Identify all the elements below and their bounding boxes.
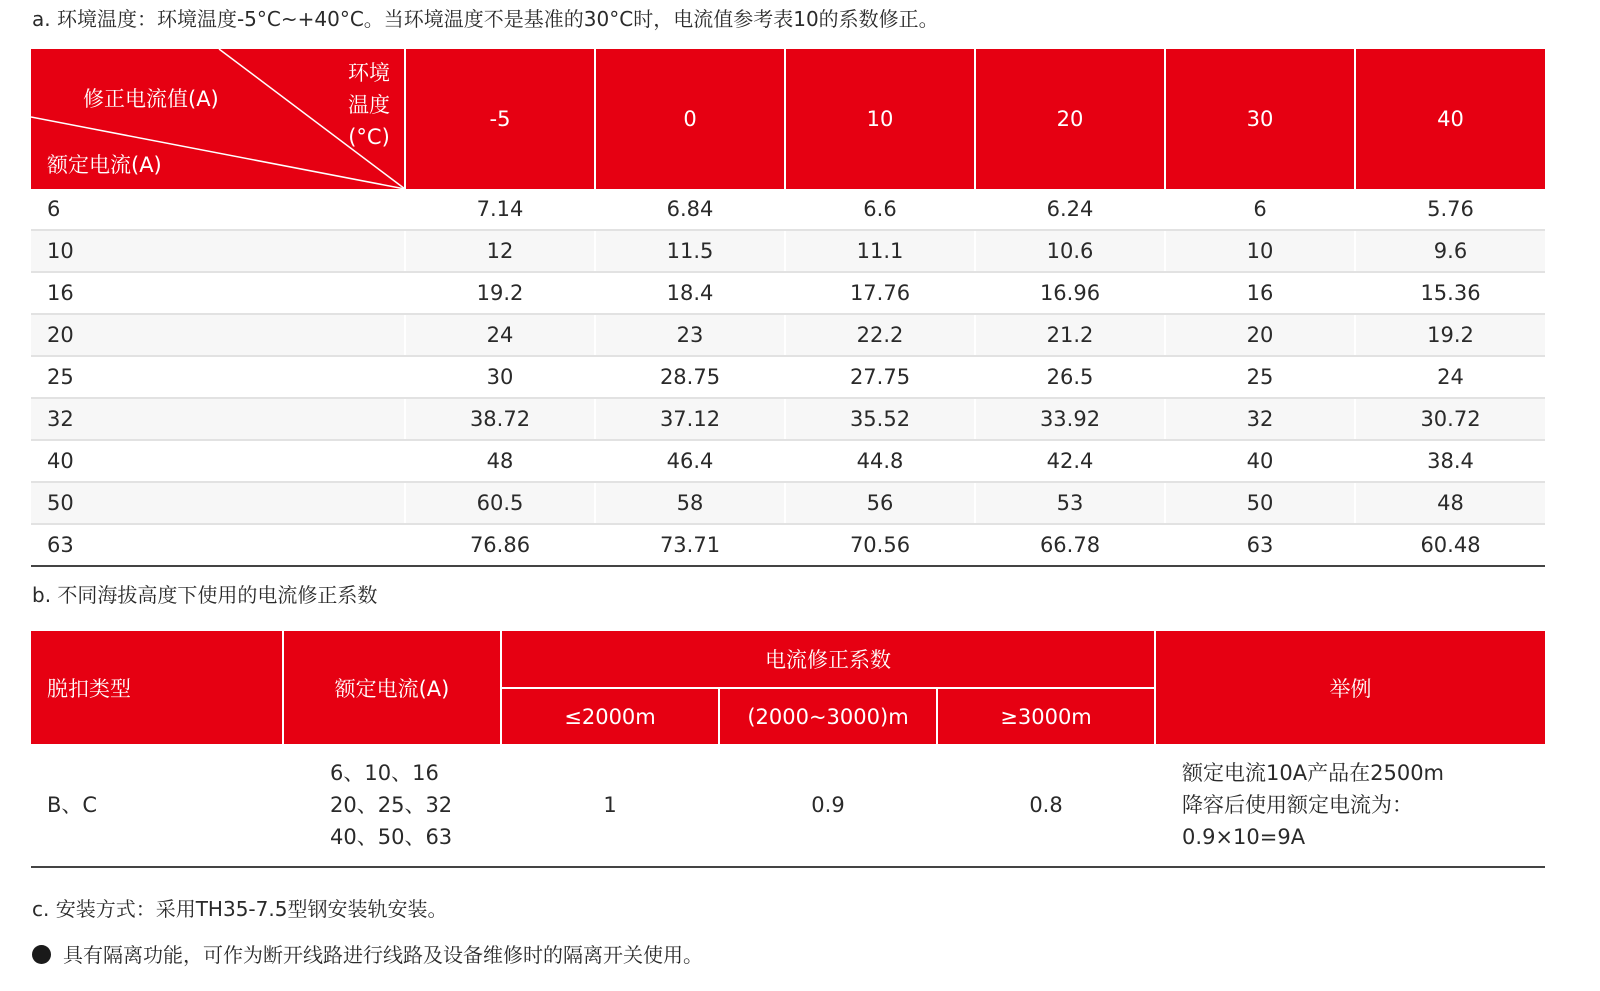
- corrected-value-cell: 10: [1165, 230, 1355, 272]
- corrected-value-cell: 26.5: [975, 356, 1165, 398]
- rated-current-label: 额定电流(A): [47, 153, 162, 177]
- isolation-note: [32, 942, 703, 968]
- corrected-value-cell: 37.12: [595, 398, 785, 440]
- corrected-value-cell: 15.36: [1355, 272, 1545, 314]
- trip-type-cell: B、C: [31, 744, 283, 867]
- table-row: [31, 398, 1545, 440]
- corrected-value-cell: 63: [1165, 524, 1355, 566]
- corrected-value-cell: 40: [1165, 440, 1355, 482]
- corrected-value-cell: 7.14: [405, 189, 595, 230]
- isolation-note-text: 具有隔离功能，可作为断开线路进行线路及设备维修时的隔离开关使用。: [63, 943, 703, 967]
- corrected-value-cell: 21.2: [975, 314, 1165, 356]
- coefficient-cell: 0.9: [719, 744, 937, 867]
- rated-current-cell: 50: [31, 482, 405, 524]
- rated-current-cell: 40: [31, 440, 405, 482]
- corrected-value-cell: 6.6: [785, 189, 975, 230]
- corrected-value-cell: 33.92: [975, 398, 1165, 440]
- altitude-header: ≥3000m: [937, 688, 1155, 744]
- corrected-value-cell: 70.56: [785, 524, 975, 566]
- corrected-value-cell: 32: [1165, 398, 1355, 440]
- trip-type-header: 脱扣类型: [31, 631, 283, 744]
- caption-altitude-correction: b. 不同海拔高度下使用的电流修正系数: [32, 583, 378, 607]
- corrected-value-cell: 9.6: [1355, 230, 1545, 272]
- temp-header: 0: [595, 49, 785, 189]
- example-header: 举例: [1155, 631, 1545, 744]
- corrected-value-cell: 10.6: [975, 230, 1165, 272]
- corrected-value-cell: 19.2: [405, 272, 595, 314]
- rated-current-cell: 25: [31, 356, 405, 398]
- rated-current-cell: 20: [31, 314, 405, 356]
- coefficient-header: 电流修正系数: [501, 631, 1155, 688]
- corrected-value-cell: 6.84: [595, 189, 785, 230]
- corrected-value-cell: 5.76: [1355, 189, 1545, 230]
- corrected-value-cell: 18.4: [595, 272, 785, 314]
- corrected-value-cell: 35.52: [785, 398, 975, 440]
- corrected-value-cell: 46.4: [595, 440, 785, 482]
- diagonal-corner-header: [31, 49, 405, 189]
- corrected-value-cell: 76.86: [405, 524, 595, 566]
- corrected-value-cell: 6: [1165, 189, 1355, 230]
- rated-current-list: 6、10、16 20、25、32 40、50、63: [283, 744, 501, 867]
- corrected-value-cell: 66.78: [975, 524, 1165, 566]
- rated-current-cell: 10: [31, 230, 405, 272]
- table-row: [31, 230, 1545, 272]
- table-b-header-row: [31, 631, 1545, 688]
- rated-current-cell: 63: [31, 524, 405, 566]
- caption-installation-method: c. 安装方式：采用TH35-7.5型钢安装轨安装。: [32, 897, 448, 921]
- temp-header: 40: [1355, 49, 1545, 189]
- corrected-value-cell: 48: [405, 440, 595, 482]
- altitude-header: ≤2000m: [501, 688, 719, 744]
- corrected-value-cell: 19.2: [1355, 314, 1545, 356]
- table-row: [31, 524, 1545, 566]
- corrected-value-cell: 30.72: [1355, 398, 1545, 440]
- corrected-value-cell: 12: [405, 230, 595, 272]
- corrected-value-cell: 28.75: [595, 356, 785, 398]
- table-row: [31, 482, 1545, 524]
- corrected-value-cell: 50: [1165, 482, 1355, 524]
- bullet-icon: [32, 945, 51, 964]
- corrected-value-cell: 38.4: [1355, 440, 1545, 482]
- corrected-value-cell: 60.48: [1355, 524, 1545, 566]
- corrected-value-cell: 44.8: [785, 440, 975, 482]
- corrected-value-cell: 27.75: [785, 356, 975, 398]
- ambient-temperature-label: 环境 温度 (°C): [348, 61, 390, 149]
- rated-current-cell: 6: [31, 189, 405, 230]
- altitude-correction-table: [31, 631, 1545, 868]
- temperature-correction-table: [31, 49, 1545, 567]
- corrected-value-cell: 6.24: [975, 189, 1165, 230]
- temp-header: 10: [785, 49, 975, 189]
- corrected-value-cell: 20: [1165, 314, 1355, 356]
- corrected-value-cell: 30: [405, 356, 595, 398]
- temp-header: 30: [1165, 49, 1355, 189]
- corrected-value-cell: 16: [1165, 272, 1355, 314]
- table-row: [31, 272, 1545, 314]
- corrected-value-cell: 24: [1355, 356, 1545, 398]
- corrected-value-cell: 48: [1355, 482, 1545, 524]
- table-a-header-row: [31, 49, 1545, 189]
- rated-current-header: 额定电流(A): [283, 631, 501, 744]
- corrected-value-cell: 25: [1165, 356, 1355, 398]
- corrected-value-cell: 16.96: [975, 272, 1165, 314]
- table-row: [31, 440, 1545, 482]
- coefficient-cell: 0.8: [937, 744, 1155, 867]
- corrected-value-cell: 23: [595, 314, 785, 356]
- table-row: [31, 744, 1545, 867]
- altitude-header: (2000~3000)m: [719, 688, 937, 744]
- table-a-body: [31, 189, 1545, 566]
- corrected-current-label: 修正电流值(A): [83, 87, 219, 111]
- corrected-value-cell: 58: [595, 482, 785, 524]
- temp-header: 20: [975, 49, 1165, 189]
- table-row: [31, 314, 1545, 356]
- rated-current-cell: 16: [31, 272, 405, 314]
- corrected-value-cell: 38.72: [405, 398, 595, 440]
- coefficient-cell: 1: [501, 744, 719, 867]
- corrected-value-cell: 53: [975, 482, 1165, 524]
- table-row: [31, 356, 1545, 398]
- corrected-value-cell: 73.71: [595, 524, 785, 566]
- corrected-value-cell: 42.4: [975, 440, 1165, 482]
- caption-ambient-temperature: a. 环境温度：环境温度-5°C~+40°C。当环境温度不是基准的30°C时，电流值参考表10的系数修正。: [32, 7, 939, 31]
- corrected-value-cell: 11.1: [785, 230, 975, 272]
- corrected-value-cell: 56: [785, 482, 975, 524]
- corrected-value-cell: 24: [405, 314, 595, 356]
- temp-header: -5: [405, 49, 595, 189]
- example-cell: 额定电流10A产品在2500m 降容后使用额定电流为： 0.9×10=9A: [1155, 744, 1545, 867]
- corrected-value-cell: 22.2: [785, 314, 975, 356]
- table-row: [31, 189, 1545, 230]
- corrected-value-cell: 17.76: [785, 272, 975, 314]
- corrected-value-cell: 11.5: [595, 230, 785, 272]
- rated-current-cell: 32: [31, 398, 405, 440]
- corrected-value-cell: 60.5: [405, 482, 595, 524]
